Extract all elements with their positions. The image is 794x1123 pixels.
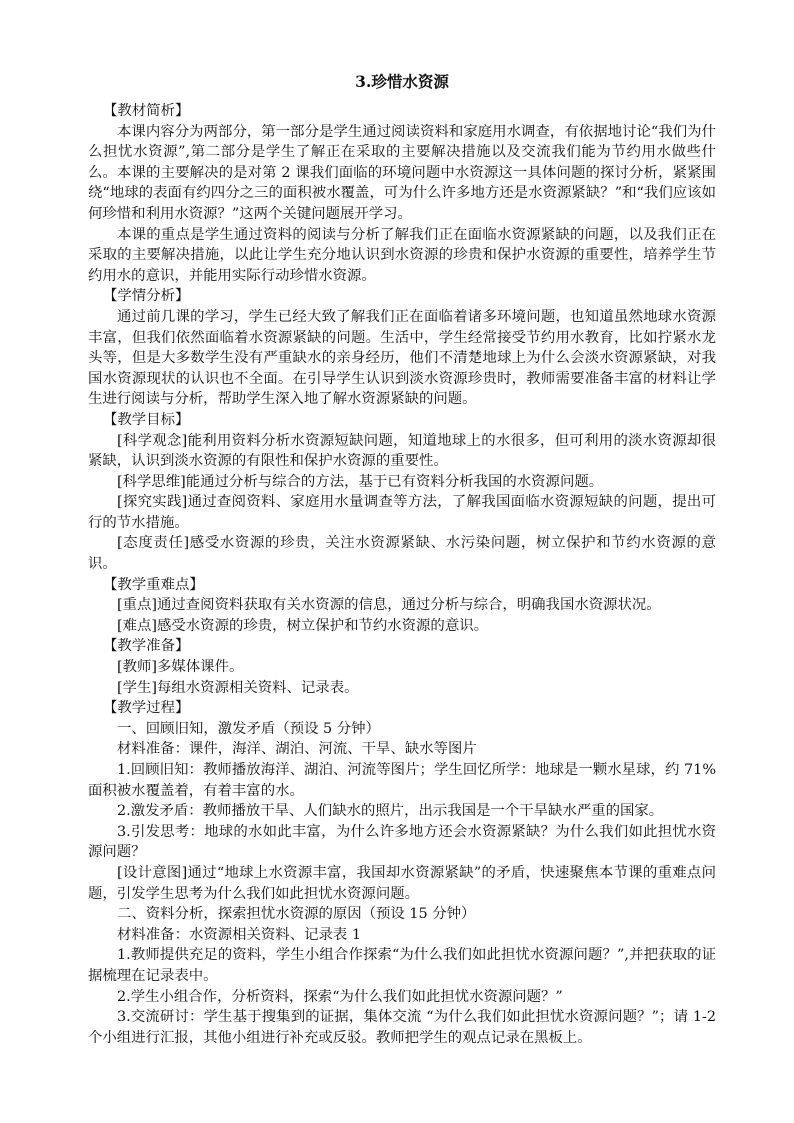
paragraph: [态度责任]感受水资源的珍贵，关注水资源紧缺、水污染问题，树立保护和节约水资源的意识。 [88,535,716,573]
paragraph: 2.激发矛盾：教师播放干旱、人们缺水的照片，出示我国是一个干旱缺水严重的国家。 [117,803,664,820]
section-heading: 【教学目标】 [103,411,190,428]
paragraph: [学生]每组水资源相关资料、记录表。 [117,679,359,696]
paragraph: [科学思维]能通过分析与综合的方法，基于已有资料分析我国的水资源问题。 [117,473,604,490]
paragraph: [教师]多媒体课件。 [117,659,244,676]
paragraph: 1.回顾旧知：教师播放海洋、湖泊、河流等图片；学生回忆所学：地球是一颗水星球，约 71%面积被水覆盖着，有着丰富的水。 [88,762,716,799]
paragraph: 材料准备：课件，海洋、湖泊、河流、干旱、缺水等图片 [117,741,477,758]
document-page [88,72,716,1048]
section-heading: 【教学重难点】 [103,576,204,593]
paragraph: 材料准备：水资源相关资料、记录表 1 [117,926,361,943]
section-heading: 【教材简析】 [103,103,190,119]
paragraph: 1.教师提供充足的资料，学生小组合作探索“为什么我们如此担忧水资源问题？”,并把获取的证据梳理在记录表中。 [88,947,716,984]
document-body [88,101,716,1048]
paragraph: [设计意图]通过“地球上水资源丰富，我国却水资源紧缺”的矛盾，快速聚焦本节课的重难点问题，引发学生思考为什么我们如此担忧水资源问题。 [88,864,716,902]
paragraph: [探究实践]通过查阅资料、家庭用水量调查等方法，了解我国面临水资源短缺的问题，提出可行的节水措施。 [88,494,716,531]
paragraph: 通过前几课的学习，学生已经大致了解我们正在面临着诸多环境问题，也知道虽然地球水资源丰富，但我们依然面临着水资源紧缺的问题。生活中，学生经常接受节约用水教育，比如拧紧水龙头等，但是大多数学生没有严重缺水的亲身经历，他们不清楚地球上为什么会淡水资源紧缺，对我国水资源现状的认识也不全面。在引导学生认识到淡水资源珍贵时，教师需要准备丰富的材料让学生进行阅读与分析，帮助学生深入地了解水资源紧缺的问题。 [88,308,716,408]
section-heading: 【教学过程】 [103,700,190,717]
paragraph: 本课的重点是学生通过资料的阅读与分析了解我们正在面临水资源紧缺的问题，以及我们正在采取的主要解决措施，以此让学生充分地认识到水资源的珍贵和保护水资源的重要性，培养学生节约用水的意识，并能用实际行动珍惜水资源。 [88,226,716,284]
paragraph: 一、回顾旧知，激发矛盾（预设 5 分钟） [117,720,380,737]
paragraph: 3.交流研讨：学生基于搜集到的证据，集体交流 “为什么我们如此担忧水资源问题？”；请 1-2 个小组进行汇报，其他小组进行补充或反驳。教师把学生的观点记录在黑板上。 [88,1009,716,1046]
paragraph: [重点]通过查阅资料获取有关水资源的信息，通过分析与综合，明确我国水资源状况。 [117,597,661,614]
paragraph: 3.引发思考：地球的水如此丰富，为什么许多地方还会水资源紧缺？为什么我们如此担忧水资源问题？ [88,823,716,861]
paragraph: 本课内容分为两部分，第一部分是学生通过阅读资料和家庭用水调查，有依据地讨论“我们为什么担忧水资源”,第二部分是学生了解正在采取的主要解决措施以及交流我们能为节约用水做些什么。本课的主要解决的是对第 2 课我们面临的环境问题中水资源这一具体问题的探讨分析，紧紧围绕“地球的表面有约四分之三的面积被水覆盖，可为什么许多地方还是水资源紧缺？”和“我们应该如何珍惜和利用水资源？”这两个关键问题展开学习。 [88,123,716,222]
paragraph: [难点]感受水资源的珍贵，树立保护和节约水资源的意识。 [117,617,488,634]
paragraph: [科学观念]能利用资料分析水资源短缺问题，知道地球上的水很多，但可利用的淡水资源却很紧缺，认识到淡水资源的有限性和保护水资源的重要性。 [88,432,716,470]
document-title: 3.珍惜水资源 [355,72,449,91]
section-heading: 【学情分析】 [103,288,190,305]
paragraph: 2.学生小组合作，分析资料，探索“为什么我们如此担忧水资源问题？” [117,988,563,1005]
paragraph: 二、资料分析，探索担忧水资源的原因（预设 15 分钟） [117,906,476,923]
section-heading: 【教学准备】 [103,638,190,655]
